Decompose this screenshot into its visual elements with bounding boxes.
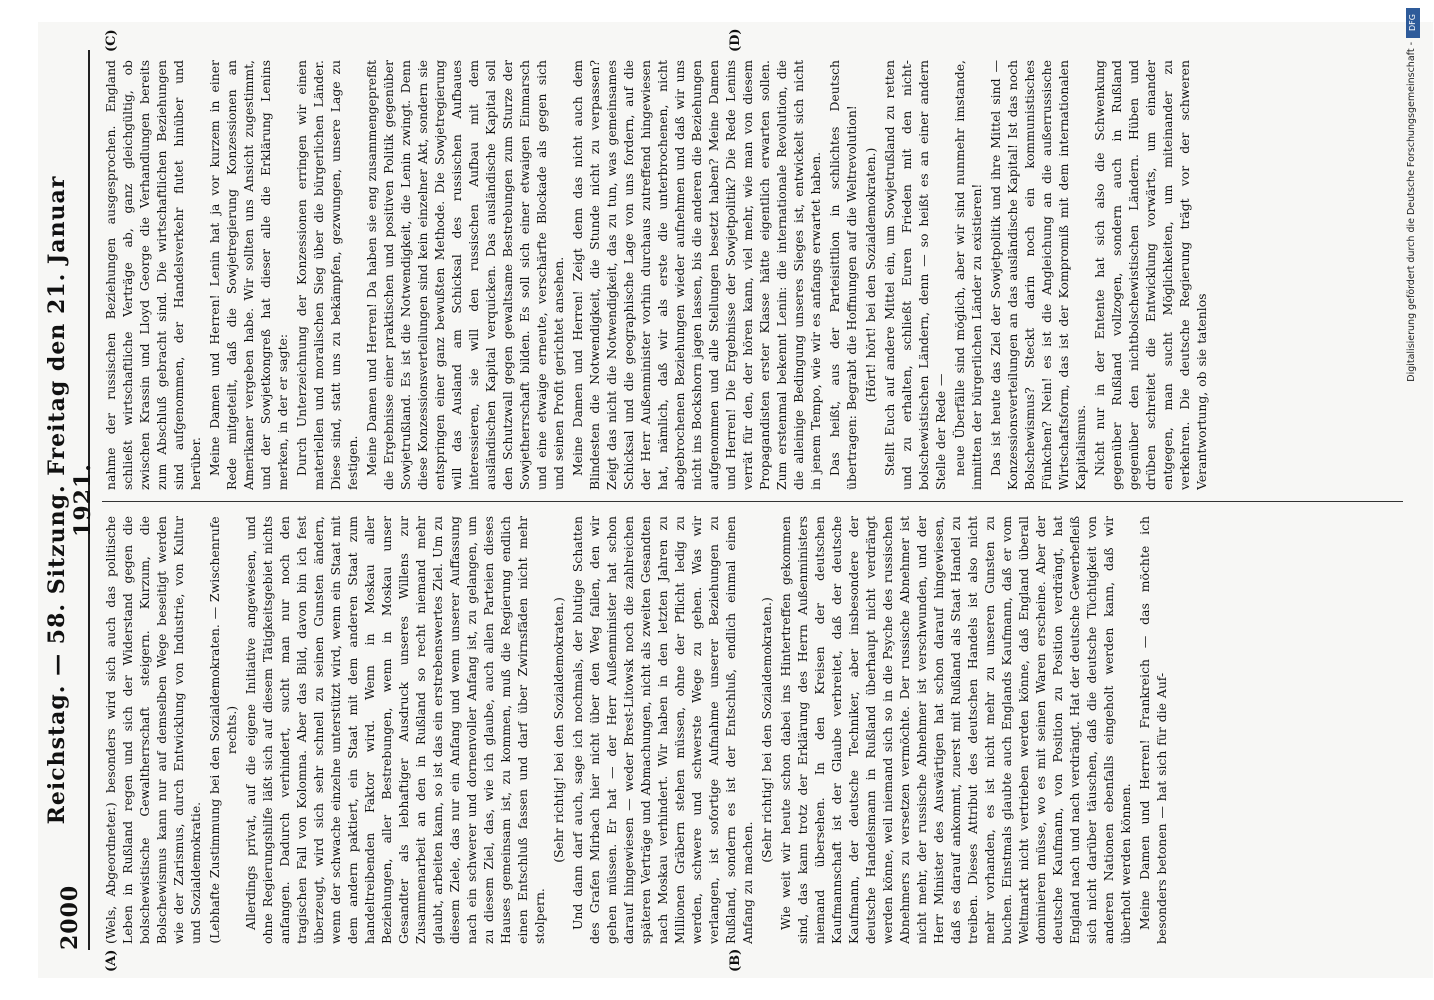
interjection: (Hört! hört! bei den Sozialdemokraten.) — [863, 147, 878, 403]
margin-marker-c: (C) — [104, 29, 119, 52]
paragraph: Meine Damen und Herren! Frankreich — das möchte ich besonders betonen — hat sich für die Auf- — [1137, 516, 1169, 944]
credit-text: Digitalisierung gefördert durch die Deutsche Forschungsgemeinschaft - — [1406, 42, 1417, 382]
document-page — [38, 22, 1433, 978]
paragraph: (Wels, Abgeordneter.) besonders wird sich auch das politische Leben in Rußland regen und sich der Widerstand gegen die bolschewistische Gewaltherrschaft steigern. Kurzum, die Bolschewismus kann nur auf demselben Wege beseitigt werden wie der Zarismus, durch Entwicklung von Industrie, von Kultur und Sozialdemokratie. — [103, 516, 203, 944]
page-title: Reichstag. — 58. Sitzung. Freitag den 21. Januar 1921. — [44, 175, 96, 825]
paragraph: Nicht nur in der Entente hat sich also die Schwenkung gegenüber Rußland vollzogen, sondern auch in Rußland gegenüber den nichtbolschewistischen Ländern. Hüben und drüben schreitet die Entwicklung vorwärts, um einander entgegen, man sucht Möglichkeiten, um miteinander zu verkehren. Die deutsche Regierung trägt vor der schweren Verantwortung, ob sie tatenlos — [1092, 60, 1209, 490]
right-column — [102, 60, 1403, 490]
scanned-page — [38, 22, 1433, 978]
page-header — [44, 50, 96, 950]
paragraph: Meine Damen und Herren! Da haben sie eng zusammengeprefßt die Ergebnisse einer praktischen und positiven Politik gegenüber Sowjetrußland. Es ist die Notwendigkeit, die Lenin zwingt. Denn diese Konzessionsverteilungen sind kein einzelner Akt, sondern sie entspringen einer ganz bewußten Methode. Die Sowjetregierung will das Ausland am Schicksal des russischen Aufbaues interessieren, sie will den russischen Aufbau mit dem ausländischen Kapital verquicken. Das ausländische Kapital soll den Schutzwall gegen gewaltsame Bestrebungen zum Sturze der Sowjetherrschaft bilden. Es soll sich einer etwaigen Einmarsch und eine etwaige erneute, verschärfte Blockade als gegen sich und seinen Profit gerichtet ansehen. — [364, 60, 566, 490]
interjection: (Sehr richtig! bei den Sozialdemokraten.) — [759, 597, 774, 863]
column-divider — [102, 501, 1403, 502]
paragraph: Das heißt, aus der Parteisittlion in schlichtes Deutsch übertragen: Begrabt die Hoffnungen auf die Weltrevolution! — [827, 60, 859, 490]
margin-marker-d: (D) — [728, 28, 743, 52]
page-number: 2000 — [57, 884, 83, 950]
paragraph: Meine Damen und Herren! Lenin hat ja vor kurzem in einer Rede mitgeteilt, daß die Sowjetregierung Konzessionen an Amerikaner vergeben habe. Wir sollten uns Ansicht zugestimmt, und der Sowjetkongreß hat dieser alle die Erklärung Lenins merken, in der er sagte: — [207, 60, 290, 490]
quotation: neue Überfälle sind möglich, aber wir sind nunmehr imstande, inmitten der bürgerlichen Länder zu existieren! — [952, 60, 984, 490]
paragraph: Und dann darf auch, sage ich nochmals, der blutige Schatten des Grafen Mirbach hier nicht über den Weg fallen, den wir gehen müssen. Er hat — der Herr Außenminister hat schon darauf hingewiesen — weder Brest-Litowsk noch die zahlreichen späteren Verträge und Abmachungen, nicht als zweiten Gesandten nach Moskau verhindert. Wir haben in den letzten Jahren zu Millionen Gräbern stehen müssen, ohne der Pflicht ledig zu werden, schwere und schwerste Wege zu gehen. Was wir verlangen, ist sofortige Aufnahme unserer Beziehungen zu Rußland, sondern es ist der Entschluß, endlich einmal einen Anfang zu machen. — [570, 516, 755, 944]
quotation: Durch Unterzeichnung der Konzessionen erringen wir einen materiellen und moralischen Sieg über die bürgerlichen Länder. Diese sind, statt uns zu bekämpfen, gezwungen, unsere Lage zu festigen. — [294, 60, 360, 490]
paragraph: Meine Damen und Herren! Zeigt denn das nicht auch dem Blindesten die Notwendigkeit, die Stunde nicht zu verpassen? Zeigt das nicht die Notwendigkeit, das zu tun, was gemeinsames Schicksal und die geographische Lage von uns fordern, auf die der Herr Außenminister vorhin durchaus zutreffend hingewiesen hat, nämlich, daß wir als erste die unterbrochenen, nicht abgebrochenen Beziehungen wieder aufnehmen und daß wir uns nicht ins Bockshorn jagen lassen, bis die anderen die Beziehungen aufgenommen und alle Stellungen besetzt haben? Meine Damen und Herren! Die Ergebnisse der Sowjetpolitik? Die Rede Lenins verrät für den, der hören kann, viel mehr, wie man von diesem Propagandisten erster Klasse hätte eigentlich erwarten sollen. Zum erstenmal bekennt Lenin: die internationale Revolution, die die alleinige Bedingung unseres Sieges ist, entwickelt sich nicht in jenem Tempo, wie wir es anfangs erwartet haben. — [570, 60, 823, 490]
paragraph: nahme der russischen Beziehungen ausgesprochen. England schließt wirtschaftliche Verträge ab, ganz gleichgültig, ob zwischen Krassin und Lloyd George die Verhandlungen bereits zum Abschluß gebracht sind. Die wirtschaftlichen Beziehungen sind aufgenommen, der Handelsverkehr flutet hinüber und herüber. — [103, 60, 203, 490]
paragraph: Allerdings privat, auf die eigene Initiative angewiesen, und ohne Regierungshilfe läßt sich auf diesem Tätigkeitsgebiet nichts anfangen. Dadurch verhindert, sucht man nur noch den tragischen Fall von Kolomna. Aber das Bild, davon bin ich fest überzeugt, wird sich sehr schnell zu seinen Gunsten ändern, wenn der schwache einzelne unterstützt wird, wenn ein Staat mit dem andern paktiert, ein Staat mit dem anderen Staat zum handeltreibenden Faktor wird. Wenn in Moskau aller Beziehungen, aller Bestrebungen, wenn in Moskau unser Gesandter als lebhaftiger Ausdruck unseres Willens zur Zusammenarbeit an den in Rußland so recht niemand mehr glaubt, arbeiten kann, so ist das ein erstrebenswertes Ziel. Um zu diesem Ziele, das nur ein Anfang und wenn unserer Auffassung nach ein schwerer und dornenvoller Anfang ist, zu gelangen, um zu diesem Ziel, das, wie ich glaube, auch allen Parteien dieses Hauses gemeinsam ist, zu kommen, muß die Regierung endlich einen Entschluß fassen und darf über Zwirnsfäden nicht mehr stolpern. — [243, 516, 547, 944]
digitization-credit — [1400, 0, 1432, 1000]
interjection: (Sehr richtig! bei den Sozialdemokraten.) — [551, 597, 566, 863]
paragraph: Wie weit wir heute schon dabei ins Hintertreffen gekommen sind, das kann trotz der Erklärung des Herrn Außenministers niemand übersehen. In den Kreisen der deutschen Kaufmannschaft ist der Glaube verbreitet, daß der deutsche Kaufmann, der deutsche Techniker, aber insbesondere der deutsche Handelsmann in Rußland überhaupt nicht verdrängt werden könne, weil niemand sich so in die Psyche des russischen Abnehmers zu versetzen vermöchte. Der russische Abnehmer ist nicht mehr, der russische Abnehmer ist verschwunden, und der Herr Minister des Auswärtigen hat schon darauf hingewiesen, daß es darauf ankommt, zuerst mit Rußland als Staat Handel zu treiben. Dieses Attribut des deutschen Handels ist also nicht mehr vorhanden, es ist nicht mehr zu unseren Gunsten zu buchen. Einstmals glaubte auch Englands Kaufmann, daß er vom Weltmarkt nicht vertrieben werden könne, daß England überall dominieren müsse, wo es mit seinen Waren erscheine. Aber der deutsche Kaufmann, von Position zu Position verdrängt, hat England nach und nach verdrängt. Hat der deutsche Gewerbefleiß sich nicht darüber täuschen, daß die deutsche Tüchtigkeit von anderen Nationen ebenfalls eingeholt werden kann, daß wir überholt werden können. — [778, 516, 1133, 944]
margin-marker-b: (B) — [728, 948, 743, 972]
paragraph: Stellt Euch auf andere Mittel ein, um Sowjetrußland zu retten und zu erhalten, schließt Euren Frieden mit den nicht-bolschewistischen Ländern, denn — so heißt es an einer andern Stelle der Rede — — [882, 60, 948, 490]
left-column — [102, 516, 1403, 944]
interjection: (Lebhafte Zustimmung bei den Sozialdemokraten. — Zwischenrufe rechts.) — [207, 516, 239, 944]
dfg-logo: DFG — [1406, 8, 1420, 38]
paragraph: Das ist heute das Ziel der Sowjetpolitik und ihre Mittel sind — Konzessionsverteilungen an das ausländische Kapital! Ist das noch Bolschewismus? Steckt darin noch ein kommunistisches Fünkchen? Nein! es ist die Angleichung an die außerrussische Wirtschaftsform, das ist der Kompromiß mit dem internationalen Kapitalismus. — [988, 60, 1088, 490]
margin-marker-a: (A) — [104, 949, 119, 972]
